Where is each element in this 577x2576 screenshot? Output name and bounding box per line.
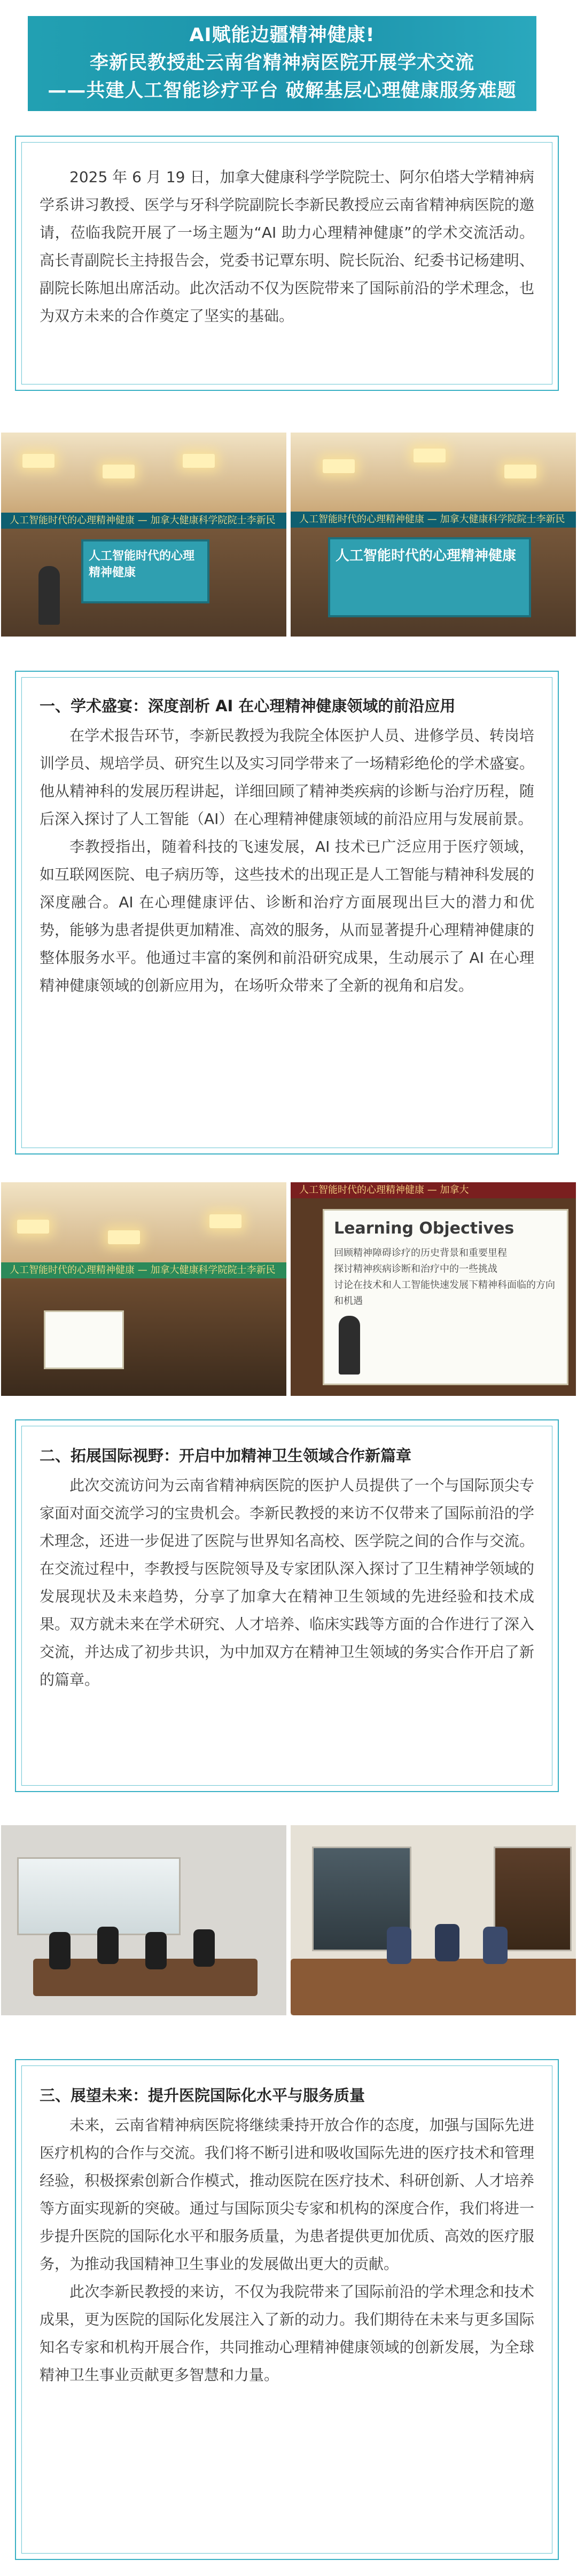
- learning-objectives-photo: [291, 1182, 576, 1396]
- slide-item: 探讨精神疾病诊断和治疗中的一些挑战: [334, 1263, 497, 1275]
- section1-title: 一、学术盛宴：深度剖析 AI 在心理精神健康领域的前沿应用: [40, 697, 456, 715]
- speaker-figure: [339, 1316, 360, 1375]
- section3-paragraph-1: 未来，云南省精神病医院将继续秉持开放合作的态度，加强与国际先进医疗机构的合作与交流。我们将不断引进和吸收国际先进的医疗技术和管理经验，积极探索创新合作模式，推动医院在医疗技术、科研创新、人才培养等方面实现新的突破。通过与国际顶尖专家和机构的深度合作，我们将进一步提升医院的国际化水平和服务质量，为患者提供更加优质、高效的医疗服务，为推动我国精神卫生事业的发展做出更大的贡献。: [40, 2116, 534, 2273]
- banner-strip-slides: 人工智能时代的心理精神健康 — 加拿大: [291, 1182, 576, 1198]
- side-screen: [44, 1310, 124, 1369]
- section2-title: 二、拓展国际视野：开启中加精神卫生领域合作新篇章: [40, 1447, 412, 1465]
- banner-strip-left: 人工智能时代的心理精神健康 — 加拿大健康科学院院士李新民: [1, 513, 286, 529]
- slide-item: 回顾精神障碍诊疗的历史背景和重要里程: [334, 1247, 507, 1259]
- banner-strip-audience: 人工智能时代的心理精神健康 — 加拿大健康科学院院士李新民: [1, 1262, 286, 1278]
- meeting-room-photo-left: [1, 1825, 286, 2015]
- projector-screen-right: 人工智能时代的心理精神健康: [328, 537, 531, 617]
- section2-paragraph-1: 此次交流访问为云南省精神病医院的医护人员提供了一个与国际顶尖专家面对面交流学习的宝贵机会。李新民教授的来访不仅带来了国际前沿的学术理念，还进一步促进了医院与世界知名高校、医学院之间的合作与交流。在交流过程中，李教授与医院领导及专家团队深入探讨了卫生精神学领域的发展现状及未来趋势，分享了加拿大在精神卫生领域的先进经验和技术成果。双方就未来在学术研究、人才培养、临床实践等方面的合作进行了深入交流，并达成了初步共识，为中加双方在精神卫生领域的务实合作开启了新的篇章。: [40, 1477, 534, 1688]
- intro-card: [15, 136, 559, 391]
- banner-strip-right: 人工智能时代的心理精神健康 — 加拿大健康科学院院士李新民: [291, 512, 576, 528]
- section1-paragraph-2: 李教授指出，随着科技的飞速发展，AI 技术已广泛应用于医疗领域，如互联网医院、电子病历等，这些技术的出现正是人工智能与精神科发展的深度融合。AI 在心理健康评估、诊断和治疗方面展现出巨大的潜力和优势，能够为患者提供更加精准、高效的服务，从而显著提升心理精神健康的整体服务水平。他通过丰富的案例和前沿研究成果，生动展示了 AI 在心理精神健康领域的创新应用为，在场听众带来了全新的视角和启发。: [40, 838, 534, 994]
- banner-subtitle: ——共建人工智能诊疗平台 破解基层心理健康服务难题: [48, 80, 517, 101]
- banner-headline: AI赋能边疆精神健康!: [189, 25, 375, 46]
- section3-title: 三、展望未来：提升医院国际化水平与服务质量: [40, 2086, 365, 2104]
- speaker-figure: [38, 566, 60, 625]
- audience-photo: [1, 1182, 286, 1396]
- projector-screen-left: 人工智能时代的心理精神健康: [81, 539, 209, 603]
- slide-title: Learning Objectives: [334, 1219, 514, 1238]
- section1-paragraph-1: 在学术报告环节，李新民教授为我院全体医护人员、进修学员、转岗培训学员、规培学员、研究生以及实习同学带来了一场精彩绝伦的学术盛宴。他从精神科的发展历程讲起，详细回顾了精神类疾病的诊断与治疗历程，随后深入探讨了人工智能（AI）在心理精神健康领域的前沿应用与发展前景。: [40, 727, 534, 828]
- photo-row-lecture: [0, 433, 577, 637]
- banner-title: 李新民教授赴云南省精神病医院开展学术交流: [89, 52, 474, 74]
- photo-row-slides: [0, 1182, 577, 1396]
- section2-card: [15, 1419, 559, 1792]
- slide-item: 讨论在技术和人工智能快速发展下精神科面临的方向和机遇: [334, 1279, 555, 1307]
- meeting-room-photo-right: [291, 1825, 576, 2015]
- intro-paragraph: 2025 年 6 月 19 日，加拿大健康科学学院院士、阿尔伯塔大学精神病学系讲习教授、医学与牙科学院副院长李新民教授应云南省精神病医院的邀请，莅临我院开展了一场主题为“AI 助力心理精神健康”的学术交流活动。高长青副院长主持报告会，党委书记覃东明、院长阮治、纪委书记杨建明、副院长陈旭出席活动。此次活动不仅为医院带来了国际前沿的学术理念，也为双方未来的合作奠定了坚实的基础。: [40, 168, 534, 325]
- section3-card: [15, 2059, 559, 2560]
- title-banner: [28, 16, 536, 111]
- lecture-hall-photo-right: [291, 433, 576, 637]
- section3-paragraph-2: 此次李新民教授的来访，不仅为我院带来了国际前沿的学术理念和技术成果，更为医院的国际化发展注入了新的动力。我们期待在未来与更多国际知名专家和机构开展合作，共同推动心理精神健康领域的创新发展，为全球精神卫生事业贡献更多智慧和力量。: [40, 2283, 534, 2384]
- lecture-hall-photo-left: [1, 433, 286, 637]
- photo-row-meeting: [0, 1825, 577, 2015]
- section1-card: [15, 671, 559, 1155]
